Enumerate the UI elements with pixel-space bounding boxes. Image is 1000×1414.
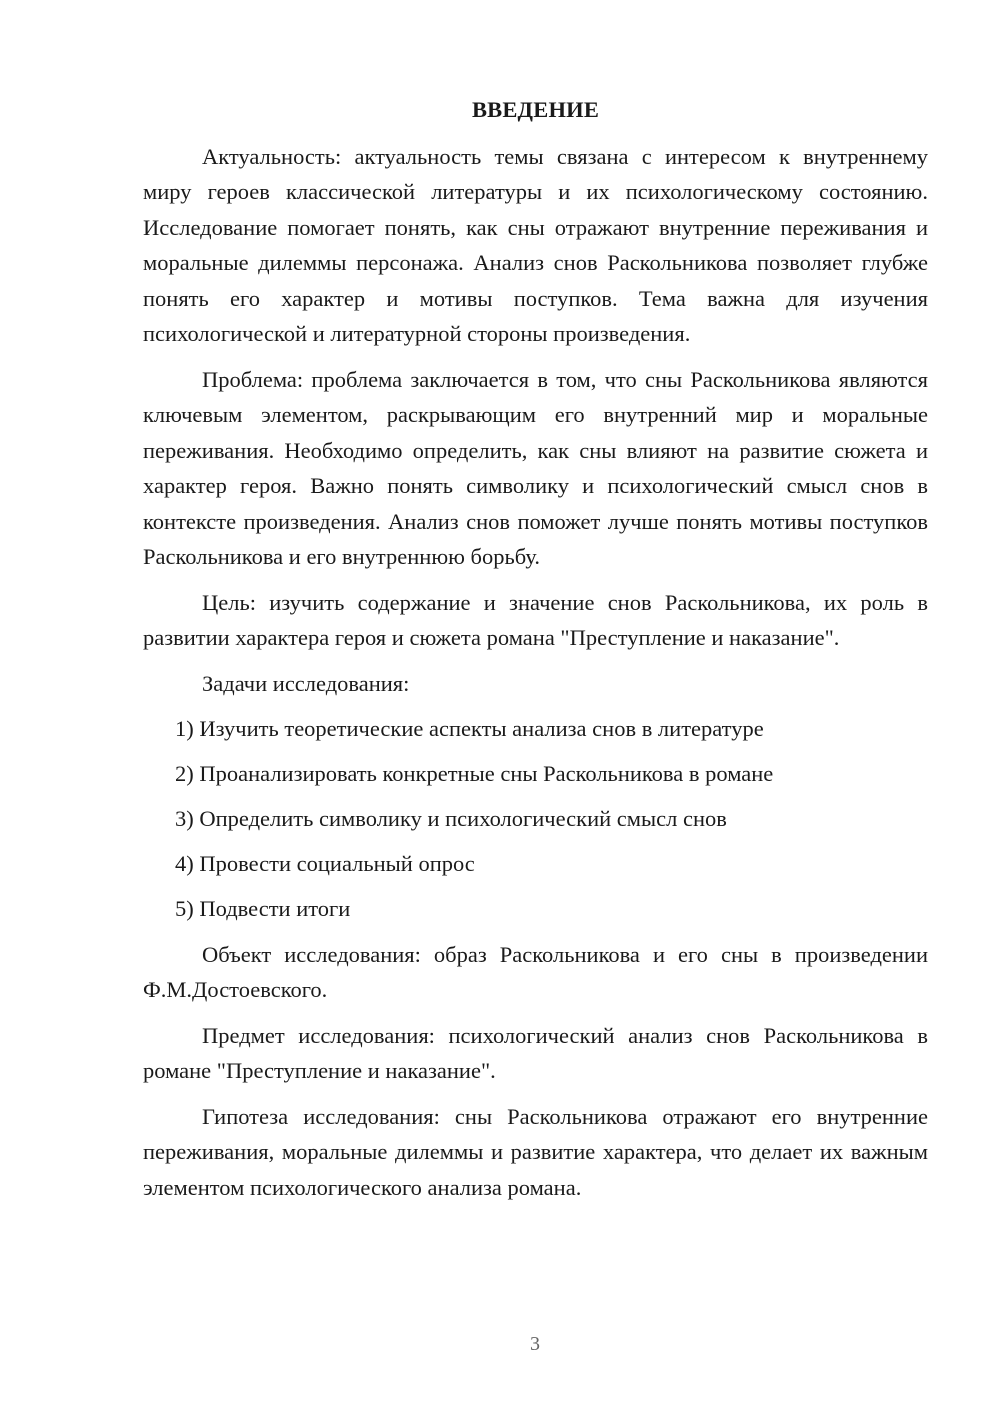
task-item: 5) Подвести итоги [175, 896, 351, 922]
paragraph-goal: Цель: изучить содержание и значение снов Раскольникова, их роль в развитии характера героя и сюжета романа "Преступление и наказание". [143, 589, 928, 650]
page-number: 3 [530, 1333, 540, 1355]
paragraph-relevance: Актуальность: актуальность темы связана с интересом к внутреннему миру героев классической литературы и их психологическому состоянию. Исследование помогает понять, как сны отражают внутренние переживания и моральные дилеммы персонажа. Анализ снов Раскольникова позволяет глубже понять его характер и мотивы поступков. Тема важна для изучения психологической и литературной стороны произведения. [143, 143, 928, 346]
paragraph-subject: Предмет исследования: психологический анализ снов Раскольникова в романе "Преступление и наказание". [143, 1022, 928, 1084]
tasks-heading: Задачи исследования: [202, 670, 410, 696]
paragraph-hypothesis: Гипотеза исследования: сны Раскольникова отражают его внутренние переживания, моральные дилеммы и развитие характера, что делает их важным элементом психологического анализа романа. [143, 1103, 928, 1200]
document-body [143, 92, 928, 1215]
task-item: 4) Провести социальный опрос [175, 851, 475, 877]
task-item: 1) Изучить теоретические аспекты анализа снов в литературе [175, 716, 764, 741]
paragraph-object: Объект исследования: образ Раскольникова и его сны в произведении Ф.М.Достоевского. [143, 941, 928, 1003]
task-item: 3) Определить символику и психологический смысл снов [175, 806, 727, 832]
task-item: 2) Проанализировать конкретные сны Раскольникова в романе [175, 761, 774, 787]
task-list [143, 711, 928, 927]
page-title: ВВЕДЕНИЕ [471, 97, 600, 122]
paragraph-problem: Проблема: проблема заключается в том, что сны Раскольникова являются ключевым элементом, раскрывающим его внутренний мир и моральные переживания. Необходимо определить, как сны влияют на развитие сюжета и характер героя. Важно понять символику и психологический смысл снов в контексте произведения. Анализ снов поможет лучше понять мотивы поступков Раскольникова и его внутреннюю борьбу. [143, 366, 928, 569]
